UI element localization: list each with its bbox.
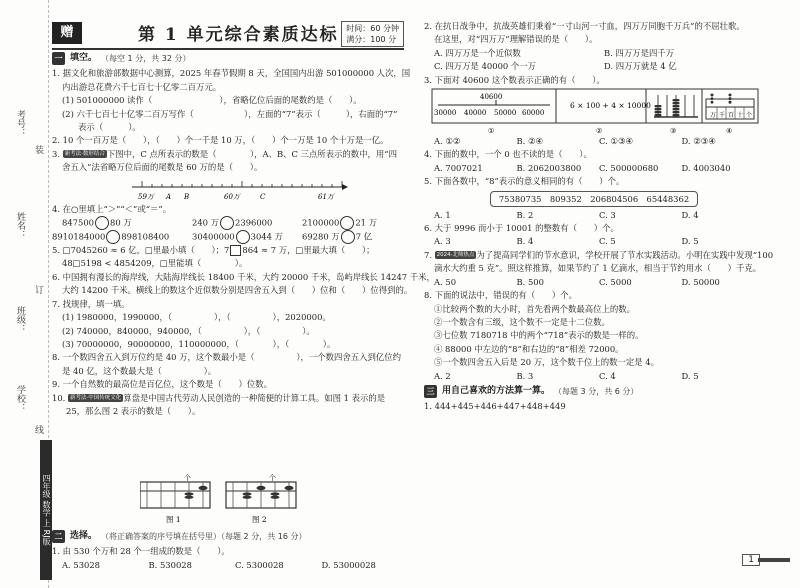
option-d[interactable]: D. 50000: [681, 276, 720, 287]
q6-line1: 6. 中国拥有漫长的海岸线，大陆海岸线长 18400 千米，大约 20000 千米，岛屿岸线长 14247 千米，: [52, 271, 435, 282]
section-title: 用自己喜欢的方法算一算。: [442, 385, 551, 396]
q1-sub2-cont: 表示（ ）。: [78, 122, 141, 133]
abacus-bead: [655, 114, 662, 116]
q1-sub1: (1) 501000000 读作（ ），省略亿位后面的尾数约是（ ）。: [62, 95, 362, 106]
mark-4: ④: [726, 127, 733, 136]
abacus-bead: [185, 496, 194, 499]
option-d[interactable]: D. 5: [681, 370, 699, 381]
page-header: [52, 18, 404, 50]
q9: 9. 一个自然数的最高位是百亿位，这个数是（ ）位数。: [52, 379, 273, 390]
place-counter: [729, 94, 732, 97]
c7-options: [424, 276, 764, 289]
q7-sub2: (2) 740000，840000，940000，（ ），（ ）。: [62, 325, 315, 336]
c7-line1: 7. 2024·北师热点 为了提高同学们的节水意识，学校开展了节水实践活动。小明在实践中发现“100: [424, 249, 774, 260]
option-d[interactable]: D. 4003040: [681, 162, 731, 173]
place-counter: [711, 101, 714, 104]
section-number: 一: [52, 52, 65, 65]
number-line-label: 60万: [224, 192, 240, 201]
c5-box-wrap: [424, 191, 764, 207]
nl-60000: 60000: [522, 109, 545, 118]
q7-sub3: (3) 70000000，90000000，110000000，（ ），（ ）。: [62, 338, 336, 349]
c4-options: [424, 162, 764, 175]
option-a[interactable]: A. 50: [434, 276, 457, 287]
section-title: 填空。: [70, 53, 98, 63]
q4-line1: 4. 在○里填上“＞”“＜”或“＝”。: [52, 203, 172, 214]
left-column-bottom: [52, 528, 408, 572]
q8-line2: 是 40 亿，这个数最大是（ ）。: [62, 365, 217, 376]
q5-line1: 5. □7045260 ≈ 6 亿，□里最小填（ ）；7 864 ≈ 7 万，□里最大填（ ）；: [52, 245, 375, 256]
place-counter: [729, 101, 732, 104]
option-d[interactable]: D. 5: [681, 236, 699, 247]
c4-question: 4. 下面的数中，一个 0 也不读的是（ ）。: [424, 149, 592, 160]
section-note: （将正确答案的序号填在括号里）（每题 2 分，共 16 分）: [101, 532, 307, 541]
abacus-bead: [673, 114, 680, 116]
option-a[interactable]: A. 53028: [62, 559, 101, 570]
abacus-bead: [673, 99, 680, 101]
option-b[interactable]: B. 四万万是四千万: [604, 47, 675, 58]
abacus-bead: [199, 486, 208, 490]
left-column: [52, 50, 435, 418]
abacus-svg: [140, 472, 340, 524]
option-b[interactable]: B. 530028: [148, 559, 192, 570]
compare-circle[interactable]: [340, 216, 354, 230]
section-note: （每题 3 分，共 6 分）: [554, 386, 639, 396]
c8-item2: ②一个数含有三级，这个数不一定是十二位数。: [434, 316, 610, 327]
abacus-bead: [271, 492, 280, 495]
q7-line1: 7. 找规律，填一填。: [52, 298, 130, 309]
compare-circle[interactable]: [341, 230, 355, 244]
number-line: [132, 175, 432, 203]
compare-circle[interactable]: [95, 216, 109, 230]
mark-1: ①: [488, 127, 495, 136]
option-c[interactable]: C. 5: [599, 236, 616, 247]
c3-number-line: [434, 93, 550, 117]
abacus-unit-2: 个: [269, 474, 276, 482]
abacus-unit-1: 个: [184, 474, 191, 482]
number-line-ticks: [142, 181, 342, 187]
option-c[interactable]: C. 4: [599, 370, 616, 381]
compare-circle[interactable]: [220, 216, 234, 230]
abacus-bead: [185, 492, 194, 495]
option-c[interactable]: C. 500000680: [599, 162, 659, 173]
number-line-figure: [52, 175, 408, 203]
number-line-label: A: [166, 192, 172, 201]
abacus-bead: [257, 486, 266, 490]
option-a[interactable]: A. 2: [434, 370, 451, 381]
option-d[interactable]: D. 4: [681, 209, 699, 220]
q4-row1: 847500 80 万 240 万 2396000 2100000 21 万: [52, 216, 408, 230]
full-score: 满分：100 分: [346, 35, 397, 44]
number-line-label: B: [184, 192, 190, 201]
option-a[interactable]: A. 四万万是一个近似数: [434, 47, 521, 58]
option-b[interactable]: B. 2062003800: [516, 162, 582, 173]
cut-mark-1: 装: [33, 145, 43, 154]
q2: 2. 10 个一百万是（ ），（ ）个一千是 10 万，（ ）个一万是 10 个十万是一亿。: [52, 135, 389, 146]
c5-options: [424, 209, 764, 222]
number-line-labels: [138, 193, 335, 201]
class-label: 班级：: [15, 306, 25, 333]
place-column-label: 千: [719, 112, 726, 120]
number-line-label: 61万: [318, 192, 334, 201]
option-a[interactable]: A. 1: [434, 209, 451, 220]
q10-line2: 25，那么图 2 表示的数是（ ）。: [66, 405, 201, 416]
abacus-bead: [243, 492, 252, 495]
c8-question: 8. 下面的说法中，错误的有（ ）个。: [424, 290, 578, 301]
fig2-caption: 图 2: [252, 515, 267, 524]
c2-options-row1: [424, 47, 764, 60]
option-b[interactable]: B. 3: [516, 370, 534, 381]
number-line-label: 59万: [138, 192, 154, 201]
c2-line1: 2. 在抗日战争中，抗战英雄们秉着“一寸山河一寸血，四万万同胞千万兵”的不屈壮歌。: [424, 21, 745, 31]
nl-40000: 40000: [464, 109, 487, 118]
page-number-bar: [758, 558, 790, 562]
mark-2: ②: [596, 127, 603, 136]
place-column-label: 万: [710, 112, 717, 120]
place-counter: [729, 97, 732, 100]
option-d[interactable]: D. 53000028: [321, 559, 376, 570]
abacus-2: [226, 482, 296, 508]
abacus-bead: [655, 105, 662, 107]
page-number: 1: [742, 554, 760, 566]
school-label: 学校：: [15, 385, 25, 412]
c8-options: [424, 370, 764, 383]
section-number: 三: [424, 385, 437, 398]
abacus-bead: [285, 486, 294, 490]
option-b[interactable]: B. 4: [516, 236, 534, 247]
option-c[interactable]: C. 3: [599, 209, 616, 220]
option-b[interactable]: B. 2: [516, 209, 534, 220]
compare-circle[interactable]: [236, 230, 250, 244]
q10-tag: 新考法·中国传统文化: [69, 395, 122, 402]
q3-tag: 新考法·数形结合: [64, 151, 105, 158]
c6-question: 6. 大于 9996 而小于 10001 的整数有（ ）个。: [424, 223, 619, 234]
digit-box[interactable]: [230, 245, 241, 256]
section-1-header: [52, 52, 408, 65]
c2-line2: 在这里，对“四万万”理解错误的是（ ）。: [434, 34, 598, 45]
option-a[interactable]: A. 7007021: [434, 162, 483, 173]
abacus-figures: [140, 472, 320, 524]
q3-line1: 3. 新考法·数形结合 下图中，C 点所表示的数是（ ），A、B、C 三点所表示的数中，用“四: [52, 148, 397, 159]
place-column-label: 百: [728, 112, 735, 120]
abacus-bead: [271, 496, 280, 499]
q4-row2: 8910184000 898108400 30400000 3044 万 69280 万 7 亿: [52, 230, 408, 244]
abacus-bead: [673, 111, 680, 113]
q6-line2: 大约 14200 千米。横线上的数这个近似数分别是四舍五入到（ ）位和（ ）位得到的。: [62, 285, 413, 296]
q8-line1: 8. 一个数四舍五入到万位约是 40 万，这个数最小是（ ），一个数四舍五入到亿位约: [52, 352, 402, 363]
c3-expression: 6 × 100 + 4 × 10000: [570, 101, 651, 111]
c3-counter-chart: [706, 94, 754, 119]
section-number: 二: [52, 530, 65, 543]
c3-figures: [424, 87, 764, 135]
cut-mark-2: 订: [33, 285, 43, 294]
c7-tag: 2024·北师热点: [436, 252, 475, 259]
section-3-header: [424, 385, 764, 398]
q5-line2: 48□5198 < 4854209，□里能填（ ）。: [62, 258, 248, 269]
calc-q1: 1. 444+445+446+447+448+449: [424, 401, 566, 412]
section-2-header: [52, 530, 408, 543]
c3-options: [424, 135, 764, 148]
option-c[interactable]: C. 5000: [599, 276, 632, 287]
option-b[interactable]: B. 500: [516, 276, 544, 287]
option-c[interactable]: C. 四万万是 40000 个一万: [434, 61, 537, 72]
c8-item4: ④ 88000 中左边的“8”和右边的“8”相差 72000。: [434, 343, 624, 354]
grade-sideband: 四年级 数学 上 RJ版: [40, 440, 52, 580]
c8-item3: ③七位数 7180718 中的两个“718”表示的数是一样的。: [434, 330, 644, 341]
c3-question: 3. 下面对 40600 这个数表示正确的有（ ）。: [424, 74, 605, 85]
c5-question: 5. 下面各数中，“8”表示的意义相同的有（ ）个。: [424, 176, 625, 187]
c3-abacus: [654, 95, 698, 117]
option-c[interactable]: C. ①③④: [599, 136, 633, 147]
c1-options: [52, 559, 408, 572]
abacus-bead: [673, 102, 680, 104]
c1-question: 1. 由 530 个万和 28 个一组成的数是（ ）。: [52, 546, 230, 557]
option-a[interactable]: A. 3: [434, 236, 451, 247]
page-title: 第 1 单元综合素质达标: [138, 25, 339, 45]
c2-options-row2: [424, 60, 764, 73]
time-limit: 时间：60 分钟: [346, 24, 399, 33]
q7-sub1: (1) 1980000，1990000，（ ），（ ），2020000。: [62, 312, 331, 323]
c5-numbers-box: 75380735 809352 206804506 65448362: [490, 191, 698, 207]
right-column: [424, 20, 774, 414]
compare-circle[interactable]: [106, 230, 120, 244]
place-counter: [711, 94, 714, 97]
place-counter: [711, 97, 714, 100]
option-a[interactable]: A. ①②: [434, 136, 461, 147]
option-d[interactable]: D. ②③④: [681, 136, 716, 147]
place-column-label: 十: [737, 112, 744, 120]
abacus-bead: [655, 108, 662, 110]
option-d[interactable]: D. 四万万就是 4 亿: [604, 61, 677, 72]
nl-30000: 30000: [434, 109, 457, 118]
nl-50000: 50000: [494, 109, 517, 118]
q1-line1: 1. 据文化和旅游部数据中心测算，2025 年春节假期 8 天，全国国内出游 501000000 人次，国: [52, 68, 411, 79]
c8-item1: ①比较两个数的大小时，首先看两个数最高位上的数。: [434, 303, 635, 314]
option-c[interactable]: C. 5300028: [235, 559, 284, 570]
section-note: （每空 1 分，共 32 分）: [101, 54, 191, 63]
mark-3: ③: [670, 127, 677, 136]
abacus-bead: [655, 111, 662, 113]
number-line-arrow: [342, 184, 348, 190]
name-label: 姓名：: [15, 212, 25, 239]
abacus-bead: [673, 108, 680, 110]
abacus-1: [140, 482, 210, 508]
c7-line2: 滴水大约重 5 克”。照这样推算，如果节约了 1 亿滴水，相当于节约用水（ ）千克。: [434, 263, 762, 274]
exam-no-label: 考号：: [15, 110, 25, 137]
number-line-label: C: [260, 192, 266, 201]
gift-badge: 赠: [52, 22, 82, 44]
q1-line2: 内出游总花费六千七百七十亿零二百万元。: [62, 81, 222, 92]
place-column-label: 个: [746, 112, 753, 120]
q3-line2: 舍五入”法省略万位后面的尾数是 60 万的是（ ）。: [62, 162, 263, 173]
fig1-caption: 图 1: [166, 515, 181, 524]
abacus-bead: [243, 496, 252, 499]
cut-mark-3: 线: [33, 425, 43, 434]
q1-sub2: (2) 六千七百七十亿零二百万写作（ ），左面的“7”表示（ ），右面的“7”: [62, 108, 398, 119]
c6-options: [424, 235, 764, 248]
nl-40600: 40600: [480, 93, 503, 102]
section-title: 选择。: [70, 531, 98, 541]
abacus-bead: [673, 105, 680, 107]
q10-line1: 10. 新考法·中国传统文化 算盘是中国古代劳动人民创造的一种简便的计算工具。如图 1 表示的是: [52, 392, 386, 403]
c3-figure-strip: [424, 87, 764, 135]
exam-meta: [341, 21, 404, 47]
c8-item5: ⑤一个数四舍五入后是 20 万，这个数千位上的数一定是 4。: [434, 357, 659, 368]
option-b[interactable]: B. ②④: [516, 136, 543, 147]
